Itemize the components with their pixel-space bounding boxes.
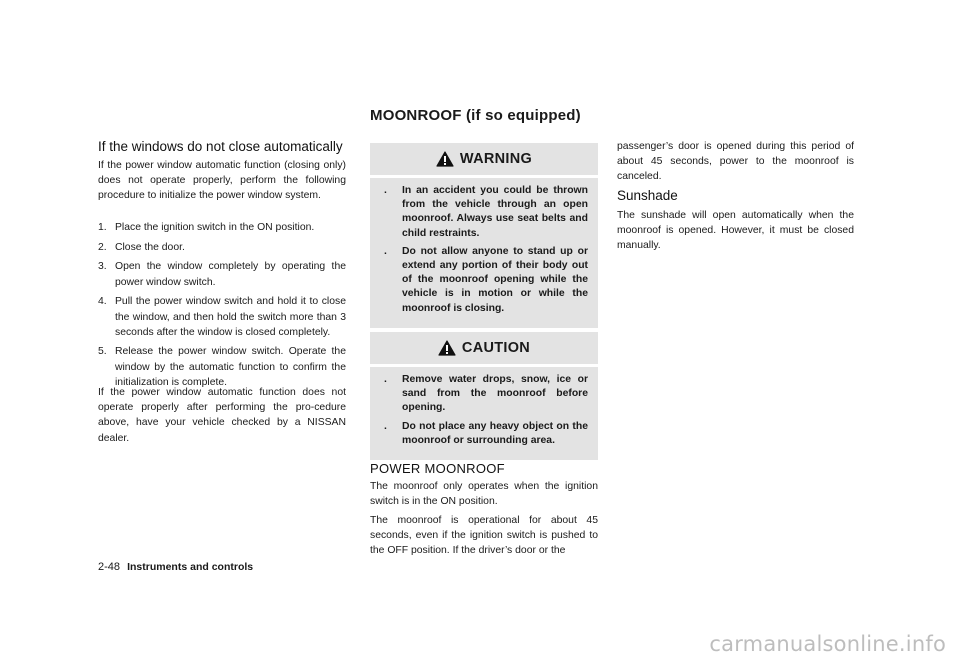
warning-text: Do not allow anyone to stand up or extend any portion of their body out of the moonroof opening while the vehicle is in motion or while the moonroof is closing. xyxy=(402,245,588,314)
moonroof-continuation: passenger’s door is opened during this period of about 45 seconds, power to the moonroof is canceled. xyxy=(617,141,854,183)
watermark: carmanualsonline.info xyxy=(709,632,946,656)
caution-label: CAUTION xyxy=(461,340,531,356)
step-text: Pull the power window switch and hold it to close the window, and then hold the switch more than 3 seconds after the window is closed completely. xyxy=(115,296,346,338)
page-number: 2-48 xyxy=(98,561,121,573)
step-text: Open the window completely by operating the power window switch. xyxy=(115,261,346,288)
step-number: 1. xyxy=(98,222,107,233)
power-moonroof-heading: POWER MOONROOF xyxy=(370,461,505,476)
bullet: . xyxy=(384,245,387,257)
bullet: . xyxy=(384,420,387,432)
warning-item xyxy=(384,184,588,241)
caution-item xyxy=(384,373,588,416)
caution-text: Remove water drops, snow, ice or sand from the moonroof before opening. xyxy=(402,374,588,414)
bullet: . xyxy=(384,185,387,196)
step-item xyxy=(98,220,346,235)
section-title: MOONROOF (if so equipped) xyxy=(370,107,581,124)
warning-item xyxy=(384,245,588,316)
step-number: 2. xyxy=(98,241,107,253)
step-number: 3. xyxy=(98,261,107,273)
step-item xyxy=(98,259,346,289)
warning-text: In an accident you could be thrown from the vehicle through an open moonroof. Always use seat belts and child restraints. xyxy=(402,185,588,239)
warning-header xyxy=(370,143,598,178)
warning-label: WARNING xyxy=(459,151,533,167)
caution-text: Do not place any heavy object on the moonroof or surrounding area. xyxy=(402,420,588,446)
windows-intro: If the power window automatic function (closing only) does not operate properly, perform the following procedure to initialize the power window system. xyxy=(98,160,346,202)
caution-item xyxy=(384,420,588,448)
windows-outro: If the power window automatic function does not operate properly after performing the pro-cedure above, have your vehicle checked by a NISSAN dealer. xyxy=(98,387,346,444)
footer-section: Instruments and controls xyxy=(127,561,254,573)
warning-body xyxy=(370,178,598,328)
step-text: Release the power window switch. Operate the window by the automatic function to confirm the initialization is complete. xyxy=(115,346,346,388)
warning-triangle-icon xyxy=(436,151,454,167)
step-item xyxy=(98,240,346,255)
step-text: Place the ignition switch in the ON position. xyxy=(115,222,315,233)
step-item xyxy=(98,294,346,340)
windows-heading: If the windows do not close automatically xyxy=(98,139,343,154)
steps-list xyxy=(98,220,346,395)
step-number: 4. xyxy=(98,296,107,308)
step-number: 5. xyxy=(98,346,107,358)
sunshade-heading: Sunshade xyxy=(617,188,678,203)
sunshade-text: The sunshade will open automatically when the moonroof is opened. However, it must be closed manually. xyxy=(617,210,854,252)
page-footer xyxy=(98,561,253,573)
caution-header xyxy=(370,332,598,367)
warning-box xyxy=(370,143,598,328)
bullet: . xyxy=(384,374,387,385)
caution-triangle-icon xyxy=(438,340,456,356)
caution-body xyxy=(370,367,598,460)
caution-box xyxy=(370,332,598,460)
power-moonroof-p1: The moonroof only operates when the ignition switch is in the ON position. xyxy=(370,481,598,508)
power-moonroof-p2: The moonroof is operational for about 45 seconds, even if the ignition switch is pushed to the OFF position. If the driver’s door or the xyxy=(370,515,598,557)
step-text: Close the door. xyxy=(115,241,185,253)
step-item xyxy=(98,344,346,390)
